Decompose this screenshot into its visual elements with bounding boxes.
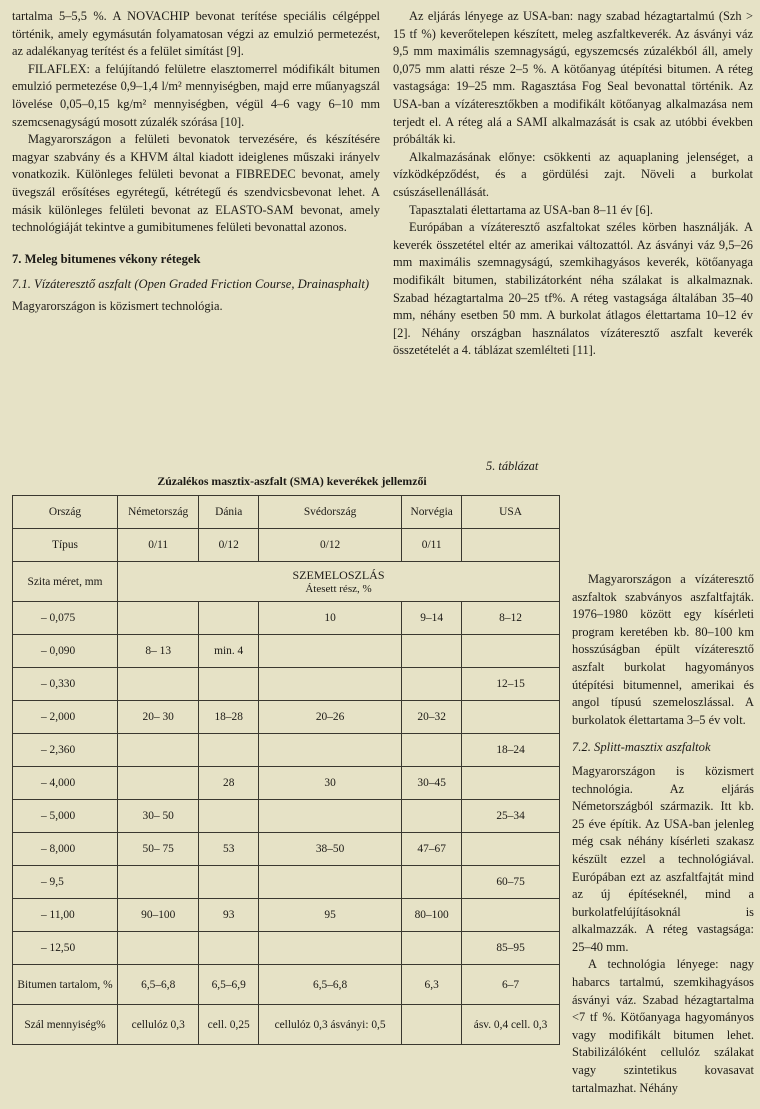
- passing-cell: 30–45: [402, 767, 462, 800]
- passing-cell: [258, 932, 401, 965]
- passing-cell: [199, 932, 259, 965]
- fiber-label: Szál mennyiség%: [13, 1005, 118, 1045]
- passing-cell: 80–100: [402, 899, 462, 932]
- passing-cell: 93: [199, 899, 259, 932]
- type-label: Típus: [13, 529, 118, 562]
- passing-cell: 28: [199, 767, 259, 800]
- passing-cell: [462, 635, 560, 668]
- passing-cell: 53: [199, 833, 259, 866]
- table-row: [13, 833, 560, 866]
- subsection-heading-7-2: 7.2. Splitt-masztix aszfaltok: [572, 740, 711, 755]
- type-cell: 0/11: [402, 529, 462, 562]
- table-number: 5. táblázat: [486, 459, 539, 473]
- passing-cell: [258, 635, 401, 668]
- passing-cell: [118, 734, 199, 767]
- header-country: Svédország: [258, 496, 401, 529]
- bitumen-row: [13, 965, 560, 1005]
- passing-cell: min. 4: [199, 635, 259, 668]
- passing-cell: 20–26: [258, 701, 401, 734]
- passing-cell: 90–100: [118, 899, 199, 932]
- passing-cell: [258, 668, 401, 701]
- type-row: [13, 529, 560, 562]
- table-row: [13, 866, 560, 899]
- passing-cell: [199, 668, 259, 701]
- passing-cell: 20– 30: [118, 701, 199, 734]
- fiber-cell: cell. 0,25: [199, 1005, 259, 1045]
- table-row: [13, 899, 560, 932]
- distribution-subtitle: Átesett rész, %: [305, 582, 372, 595]
- table-header-row: [13, 496, 560, 529]
- distribution-title: SZEMELOSZLÁS: [292, 567, 385, 582]
- left-paragraph-3: Magyarországon a felületi bevonatok tervezésére, és készítésére magyar szabvány és a KHVM által kiadott ideiglenes műszaki irányelv vonatkozik. Különleges felületi bevonat a FIBREDEC bevonat, amely üvegszál erősítéses egyrétegű, kétrétegű és szendvicsbevonat lehet. A másik különleges felületi bevonat az ELASTO-SAM bevonat, amely technológiáját tekintve a gumibitumenes felületi bevonattal azonos.: [12, 132, 380, 235]
- left-paragraph-2: FILAFLEX: a felújítandó felületre elasztomerrel módifikált bitumen emulzió permetezése 0,9–1,4 l/m² mennyiségben, majd erre műanyagszál lövelése 0,05–0,15 kg/m² mennyiségben, végül 4–6 vagy 6–10 mm szemcsenagyságú mosott zúzalék szórása [10].: [12, 61, 380, 129]
- passing-cell: 95: [258, 899, 401, 932]
- passing-cell: [402, 635, 462, 668]
- passing-cell: [258, 800, 401, 833]
- passing-cell: [199, 800, 259, 833]
- right-column: [393, 8, 753, 360]
- passing-cell: 25–34: [462, 800, 560, 833]
- table-row: [13, 932, 560, 965]
- table-row: [13, 668, 560, 701]
- header-country: USA: [462, 496, 560, 529]
- right-paragraph-7: A technológia lényege: nagy habarcs tartalmú, szemkihagyásos ásványi váz. Szabad hézagtartalma <7 tf %. Kötőanyaga hagyományos vagy modifikált bitumen lehet. Stabilizálóként cellulóz szálakat vagy szintetikus kovasavat tartalmazhat. Néhány: [572, 957, 754, 1095]
- right-paragraph-1: Az eljárás lényege az USA-ban: nagy szabad hézagtartalmú (Szh > 15 tf %) keverőtelepen készített, meleg aszfaltkeverék. Az ásványi váz 9,5 mm maximális szemnagyságú, egyszemcsés zúzalékból áll, amely 0,075 mm alatti része 2–5 %. A kötőanyag útépítési bitumen. A réteg vastagsága: 19–25 mm. Ragasztása Fog Seal bevonattal történik. Az USA-ban a vízáteresztőkben a modifikált kötőanyag alkalmazása nem terjedt el. A réteg alá a SAMI alkalmazását is csak az utóbbi években próbálták ki.: [393, 9, 753, 147]
- right-side-column: [572, 571, 754, 1097]
- passing-cell: [118, 602, 199, 635]
- bitumen-cell: 6,5–6,8: [118, 965, 199, 1005]
- sieve-size-cell: – 12,50: [13, 932, 118, 965]
- passing-cell: [258, 866, 401, 899]
- passing-cell: 30– 50: [118, 800, 199, 833]
- right-paragraph-2: Alkalmazásának előnye: csökkenti az aquaplaning jelenséget, a vízködképződést, és a gördülési zajt. Növeli a burkolat csúszásellenállását.: [393, 149, 753, 199]
- table-row: [13, 701, 560, 734]
- passing-cell: 60–75: [462, 866, 560, 899]
- section-heading: 7. Meleg bitumenes vékony rétegek: [12, 251, 201, 266]
- passing-cell: [118, 767, 199, 800]
- right-paragraph-4: Európában a vízáteresztő aszfaltokat széles körben használják. A keverék összetétel eltér az amerikai változattól. Az ásványi váz 9,5–26 mm maximális szemnagyságú, szemkihagyásos keverék, kötőanyaga modifikált bitumen, stabilizátorként néha szálakat is alkalmaznak. Szabad hézagtartalma 20–25 tf%. A réteg vastagsága általában 35–40 mm, néhány esetben 50 mm. A burkolat átlagos élettartama 10–12 év [2]. Néhány országban használatos vízáteresztő aszfalt keverék összetételét a 4. táblázat szemlélteti [11].: [393, 220, 753, 358]
- passing-cell: [118, 668, 199, 701]
- passing-cell: 38–50: [258, 833, 401, 866]
- sieve-label: Szita méret, mm: [13, 562, 118, 602]
- right-paragraph-3: Tapasztalati élettartama az USA-ban 8–11 év [6].: [409, 202, 653, 217]
- sieve-size-cell: – 0,075: [13, 602, 118, 635]
- passing-cell: 30: [258, 767, 401, 800]
- type-cell: [462, 529, 560, 562]
- passing-cell: [199, 602, 259, 635]
- passing-cell: [199, 866, 259, 899]
- left-paragraph-1: tartalma 5–5,5 %. A NOVACHIP bevonat terítése speciális célgéppel történik, amely egymásután folyamatosan végzi az emulzió permetezést, az adalékanyag terítést és a felület simítást [9].: [12, 9, 380, 59]
- bitumen-label: Bitumen tartalom, %: [13, 965, 118, 1005]
- right-paragraph-5: Magyarországon a vízáteresztő aszfaltok szabványos aszfaltfajták. 1976–1980 között egy kísérleti program keretében kb. 80–100 km hosszúságban épült vízáteresztő aszfalt burkolat hagyományos útépítési bitumennel, amerikai és angol típusú szemeloszlással. A burkolatok élettartama 3–5 év volt.: [572, 572, 754, 727]
- sieve-size-cell: – 9,5: [13, 866, 118, 899]
- passing-cell: [462, 899, 560, 932]
- bitumen-cell: 6,5–6,9: [199, 965, 259, 1005]
- header-country: Norvégia: [402, 496, 462, 529]
- sieve-size-cell: – 5,000: [13, 800, 118, 833]
- table-row: [13, 734, 560, 767]
- fiber-cell: cellulóz 0,3: [118, 1005, 199, 1045]
- fiber-cell: [402, 1005, 462, 1045]
- bitumen-cell: 6,5–6,8: [258, 965, 401, 1005]
- distribution-row: [13, 562, 560, 602]
- table-row: [13, 635, 560, 668]
- passing-cell: 8–12: [462, 602, 560, 635]
- passing-cell: [402, 668, 462, 701]
- passing-cell: 85–95: [462, 932, 560, 965]
- table-caption: Zúzalékos masztix-aszfalt (SMA) keverékek jellemzői: [157, 474, 427, 488]
- sieve-size-cell: – 0,090: [13, 635, 118, 668]
- passing-cell: 18–28: [199, 701, 259, 734]
- sieve-size-cell: – 4,000: [13, 767, 118, 800]
- passing-cell: [462, 833, 560, 866]
- passing-cell: 50– 75: [118, 833, 199, 866]
- passing-cell: [199, 734, 259, 767]
- subsection-heading-7-1: 7.1. Vízáteresztő aszfalt (Open Graded Friction Course, Drainasphalt): [12, 277, 370, 292]
- passing-cell: [118, 932, 199, 965]
- type-cell: 0/12: [258, 529, 401, 562]
- passing-cell: [462, 701, 560, 734]
- sieve-size-cell: – 11,00: [13, 899, 118, 932]
- sieve-size-cell: – 0,330: [13, 668, 118, 701]
- passing-cell: [462, 767, 560, 800]
- passing-cell: [402, 800, 462, 833]
- bitumen-cell: 6–7: [462, 965, 560, 1005]
- table-row: [13, 800, 560, 833]
- passing-cell: [402, 734, 462, 767]
- header-country: Németország: [118, 496, 199, 529]
- passing-cell: 20–32: [402, 701, 462, 734]
- header-country: Dánia: [199, 496, 259, 529]
- distribution-header: [118, 562, 560, 602]
- left-column: [12, 8, 380, 316]
- passing-cell: [258, 734, 401, 767]
- sieve-size-cell: – 2,000: [13, 701, 118, 734]
- type-cell: 0/12: [199, 529, 259, 562]
- passing-cell: [402, 932, 462, 965]
- passing-cell: 10: [258, 602, 401, 635]
- passing-cell: 8– 13: [118, 635, 199, 668]
- passing-cell: 12–15: [462, 668, 560, 701]
- bitumen-cell: 6,3: [402, 965, 462, 1005]
- sieve-size-cell: – 2,360: [13, 734, 118, 767]
- passing-cell: 18–24: [462, 734, 560, 767]
- sma-table: [12, 495, 560, 1045]
- sieve-size-cell: – 8,000: [13, 833, 118, 866]
- fiber-row: [13, 1005, 560, 1045]
- right-paragraph-6: Magyarországon is közismert technológia. Az eljárás Németországból származik. Itt kb. 25 éve építik. Az USA-ban jelenleg még csak néhány kísérleti szakasz készült ezzel a technológiával. Európában ezt az aszfaltfajtát mind az új építéseknél, mind a burkolatfelújításoknál is alkalmazzák. A réteg vastagsága: 25–40 mm.: [572, 763, 754, 954]
- passing-cell: 47–67: [402, 833, 462, 866]
- fiber-cell: cellulóz 0,3 ásványi: 0,5: [258, 1005, 401, 1045]
- left-paragraph-4: Magyarországon is közismert technológia.: [12, 298, 223, 313]
- table-row: [13, 602, 560, 635]
- header-country-label: Ország: [13, 496, 118, 529]
- passing-cell: [118, 866, 199, 899]
- passing-cell: 9–14: [402, 602, 462, 635]
- table-row: [13, 767, 560, 800]
- passing-cell: [402, 866, 462, 899]
- type-cell: 0/11: [118, 529, 199, 562]
- sieve-rows: [13, 602, 560, 965]
- fiber-cell: ásv. 0,4 cell. 0,3: [462, 1005, 560, 1045]
